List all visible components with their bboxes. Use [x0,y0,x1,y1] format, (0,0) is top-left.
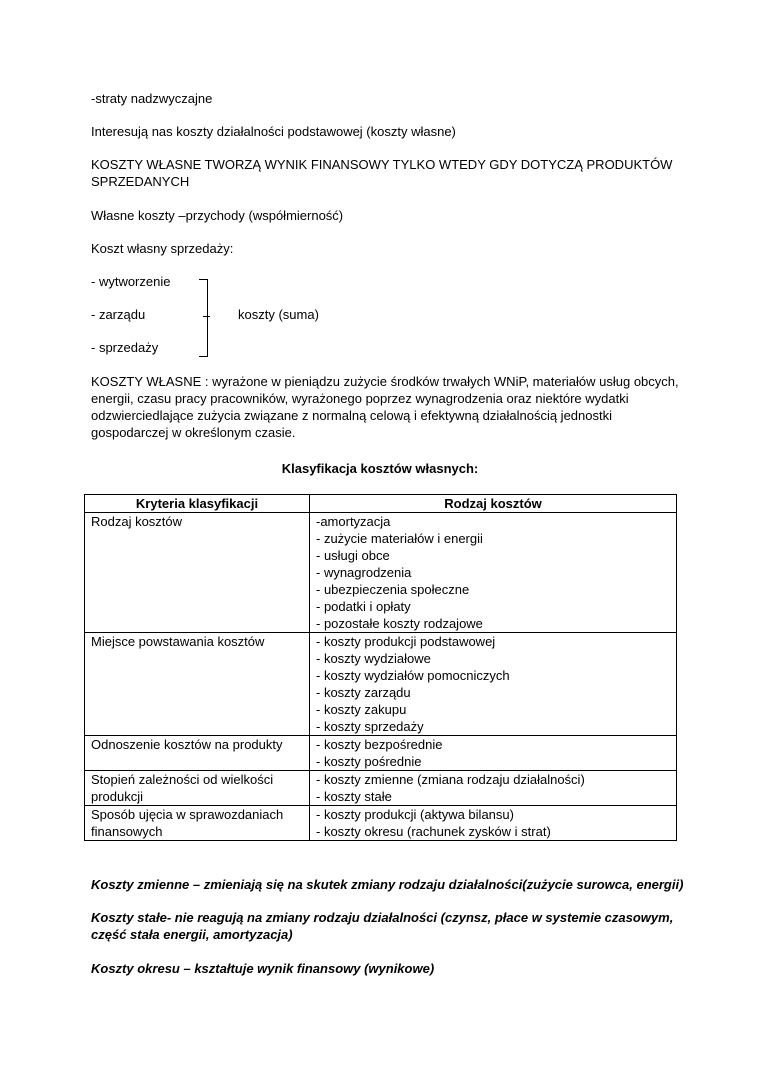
criterion-cell: Sposób ujęcia w sprawozdaniach finansowych [85,806,310,841]
table-row [85,633,677,736]
table-header-row [85,495,677,513]
type-item: -amortyzacja [316,514,391,529]
paragraph-cost-of-sales: Koszt własny sprzedaży: [91,241,234,256]
header-criteria: Kryteria klasyfikacji [85,495,310,513]
bracket-icon [199,279,208,357]
types-cell [310,513,677,633]
type-item: - koszty pośrednie [316,754,422,769]
types-cell [310,806,677,841]
paragraph-core-costs: Interesują nas koszty działalności podstawowej (koszty własne) [91,124,456,139]
cost-item-sales: - sprzedaży [91,340,159,355]
table-row [85,736,677,771]
note-period-costs: Koszty okresu – kształtuje wynik finansowy (wynikowe) [91,961,435,976]
table-row [85,513,677,633]
types-cell [310,633,677,736]
type-item: - koszty produkcji (aktywa bilansu) [316,807,514,822]
type-item: - pozostałe koszty rodzajowe [316,616,483,631]
note-variable-costs: Koszty zmienne – zmieniają się na skutek zmiany rodzaju działalności(zużycie surowca, energii) [91,877,684,892]
cost-item-production: - wytworzenie [91,274,171,289]
bracket-tick-icon [203,316,210,317]
classification-table [84,494,677,841]
types-cell [310,771,677,806]
type-item: - zużycie materiałów i energii [316,531,483,546]
paragraph-matching: Własne koszty –przychody (współmierność) [91,208,344,223]
type-item: - koszty stałe [316,789,392,804]
cost-sum-label: koszty (suma) [238,307,319,322]
paragraph-own-costs-rule: KOSZTY WŁASNE TWORZĄ WYNIK FINANSOWY TYLKO WTEDY GDY DOTYCZĄ PRODUKTÓW SPRZEDANYCH [91,157,673,189]
criterion-cell: Miejsce powstawania kosztów [85,633,310,736]
type-item: - koszty wydziałowe [316,651,431,666]
paragraph-definition: KOSZTY WŁASNE : wyrażone w pieniądzu zużycie środków trwałych WNiP, materiałów usług obcych, energii, czasu pracy pracowników, wyrażonego poprzez wynagrodzenia oraz niektóre wydatki odzwierciedlające zużycia związane z normalną celową i efektywną działalnością jednostki gospodarczej w określonym czasie. [91,374,679,440]
cost-item-management: - zarządu [91,307,146,322]
type-item: - koszty wydziałów pomocniczych [316,668,510,683]
table-title: Klasyfikacja kosztów własnych: [281,461,479,476]
paragraph-extraordinary-losses: -straty nadzwyczajne [91,91,213,106]
table-row [85,806,677,841]
type-item: - koszty produkcji podstawowej [316,634,496,649]
type-item: - koszty zarządu [316,685,411,700]
type-item: - podatki i opłaty [316,599,411,614]
type-item: - koszty sprzedaży [316,719,424,734]
criterion-cell: Odnoszenie kosztów na produkty [85,736,310,771]
types-cell [310,736,677,771]
type-item: - koszty okresu (rachunek zysków i strat) [316,824,551,839]
type-item: - koszty zmienne (zmiana rodzaju działalności) [316,772,585,787]
type-item: - ubezpieczenia społeczne [316,582,470,597]
type-item: - koszty zakupu [316,702,407,717]
note-fixed-costs: Koszty stałe- nie reagują na zmiany rodzaju działalności (czynsz, płace w systemie czasowym, część stała energii, amortyzacja) [91,910,674,942]
header-cost-types: Rodzaj kosztów [310,495,677,513]
type-item: - wynagrodzenia [316,565,412,580]
type-item: - usługi obce [316,548,390,563]
table-row [85,771,677,806]
type-item: - koszty bezpośrednie [316,737,443,752]
criterion-cell: Rodzaj kosztów [85,513,310,633]
criterion-cell: Stopień zależności od wielkości produkcji [85,771,310,806]
